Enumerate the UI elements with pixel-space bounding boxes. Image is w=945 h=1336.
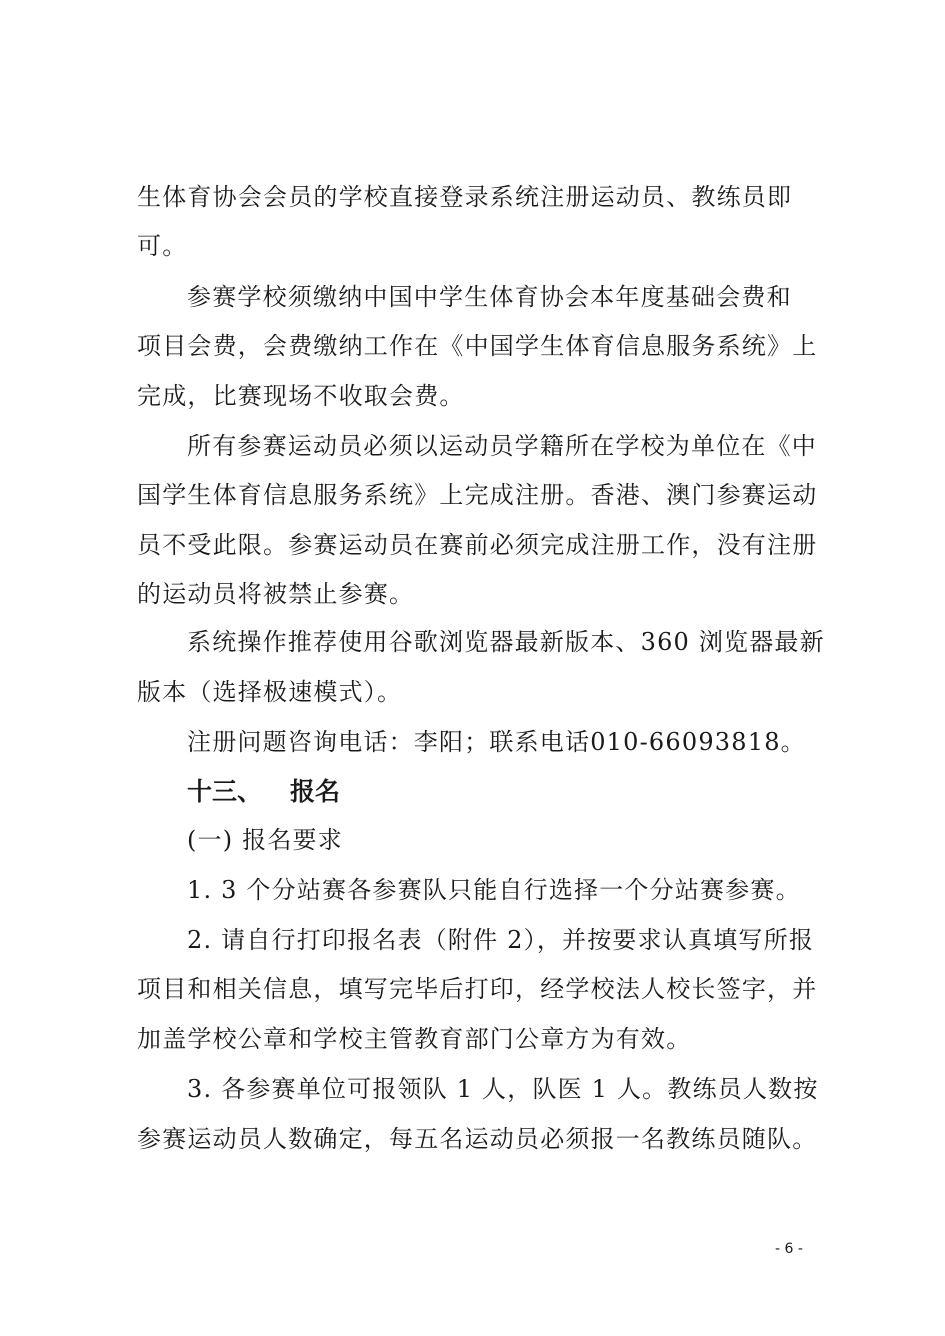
list-item-line: 加盖学校公章和学校主管教育部门公章方为有效。 [137, 1025, 692, 1053]
list-item-line: 项目和相关信息，填写完毕后打印，经学校法人校长签字，并 [137, 975, 818, 1003]
body-line: 可。 [137, 232, 188, 260]
body-line: 所有参赛运动员必须以运动员学籍所在学校为单位在《中 [187, 432, 817, 460]
section-number: 十三、 [187, 777, 263, 806]
body-line: 的运动员将被禁止参赛。 [137, 580, 415, 608]
list-item-line: 参赛运动员人数确定，每五名运动员必须报一名教练员随队。 [137, 1125, 818, 1153]
body-line: 参赛学校须缴纳中国中学生体育协会本年度基础会费和 [187, 283, 792, 311]
body-line: 项目会费，会费缴纳工作在《中国学生体育信息服务系统》上 [137, 332, 818, 360]
body-line: 系统操作推荐使用谷歌浏览器最新版本、360 浏览器最新 [187, 628, 825, 656]
body-line: 员不受此限。参赛运动员在赛前必须完成注册工作，没有注册 [137, 531, 818, 559]
body-line: 注册问题咨询电话：李阳；联系电话010-66093818。 [187, 728, 806, 756]
body-line: 生体育协会会员的学校直接登录系统注册运动员、教练员即 [137, 183, 793, 211]
page-number: - 6 - [775, 1241, 803, 1257]
body-line: 完成，比赛现场不收取会费。 [137, 382, 465, 410]
body-line: 版本（选择极速模式）。 [137, 678, 403, 706]
subsection-heading: (一) 报名要求 [187, 826, 343, 854]
list-item-line: 3. 各参赛单位可报领队 1 人，队医 1 人。教练员人数按 [187, 1075, 819, 1103]
section-heading [187, 777, 340, 807]
list-item-line: 1. 3 个分站赛各参赛队只能自行选择一个分站赛参赛。 [187, 876, 801, 904]
body-line: 国学生体育信息服务系统》上完成注册。香港、澳门参赛运动 [137, 481, 818, 509]
list-item-line: 2. 请自行打印报名表（附件 2），并按要求认真填写所报 [187, 926, 815, 954]
section-title: 报名 [290, 777, 341, 806]
